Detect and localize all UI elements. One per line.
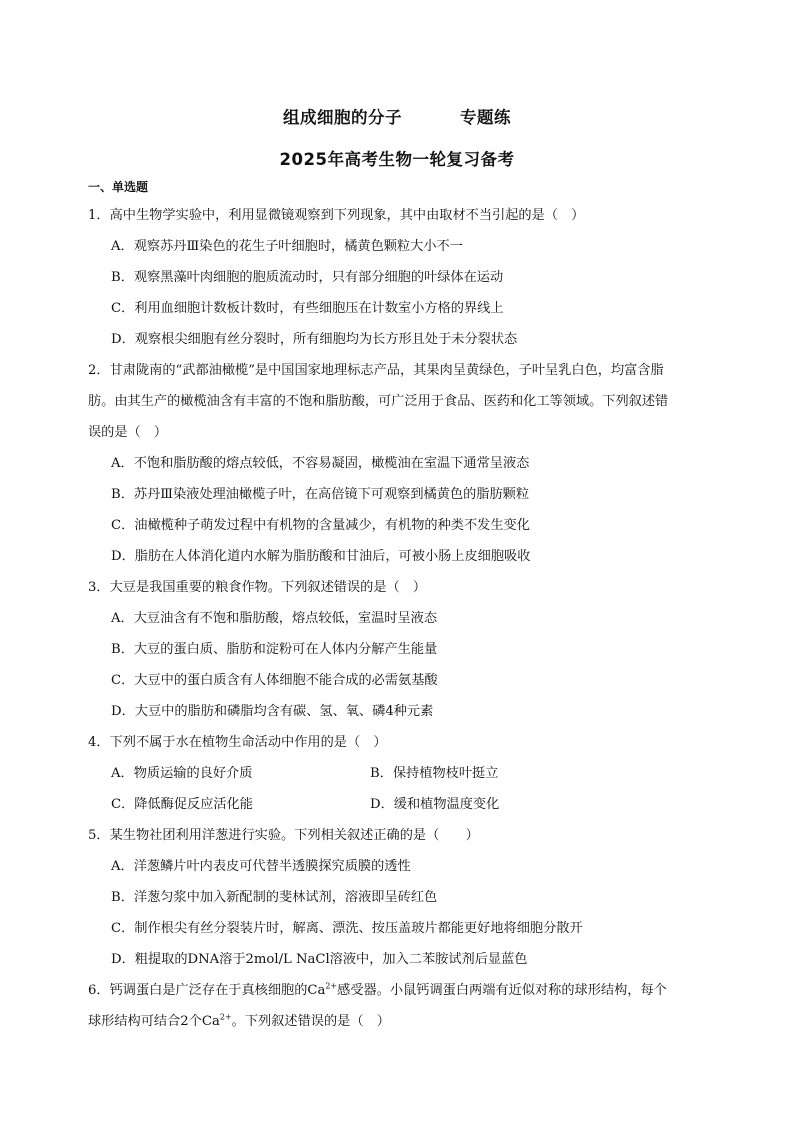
question-6-ion-charge-2: 2+	[219, 1012, 232, 1022]
question-1-option-b: B．观察黑藻叶肉细胞的胞质流动时，只有部分细胞的叶绿体在运动	[111, 270, 504, 285]
question-6-ion-charge-1: 2+	[325, 981, 338, 991]
document-title	[0, 104, 794, 128]
question-1-option-d: D．观察根尖细胞有丝分裂时，所有细胞均为长方形且处于未分裂状态	[111, 332, 518, 347]
document-subtitle: 2025年高考生物一轮复习备考	[279, 150, 515, 169]
question-5-option-c: C．制作根尖有丝分裂装片时，解离、漂洗、按压盖玻片都能更好地将细胞分散开	[111, 921, 583, 936]
question-5-option-b: B．洋葱匀浆中加入新配制的斐林试剂，溶液即呈砖红色	[111, 890, 438, 905]
question-3-option-c: C．大豆中的蛋白质含有人体细胞不能合成的必需氨基酸	[111, 673, 438, 688]
question-5-stem: 5．某生物社团利用洋葱进行实验。下列相关叙述正确的是（ ）	[88, 828, 479, 843]
question-3-option-d: D．大豆中的脂肪和磷脂均含有碳、氢、氧、磷4种元素	[111, 704, 434, 719]
question-5-option-d: D．粗提取的DNA溶于2mol/L NaCl溶液中，加入二苯胺试剂后显蓝色	[111, 952, 528, 967]
section-heading: 一、单选题	[88, 180, 149, 194]
question-6-text-d: 。下列叙述错误的是（ ）	[231, 1014, 390, 1029]
question-4-option-a: A．物质运输的良好介质	[111, 766, 253, 781]
question-4-stem: 4．下列不属于水在植物生命活动中作用的是（ ）	[88, 735, 387, 750]
question-1-option-c: C．利用血细胞计数板计数时，有些细胞压在计数室小方格的界线上	[111, 301, 504, 316]
question-3-option-b: B．大豆的蛋白质、脂肪和淀粉可在人体内分解产生能量	[111, 642, 438, 657]
question-4-option-b: B．保持植物枝叶挺立	[370, 766, 499, 781]
question-3-option-a: A．大豆油含有不饱和脂肪酸，熔点较低，室温时呈液态	[111, 611, 438, 626]
question-2-stem-line-1: 2．甘肃陇南的“武都油橄榄”是中国国家地理标志产品，其果肉呈黄绿色，子叶呈乳白色，均富含脂	[88, 363, 664, 378]
question-1-stem: 1．高中生物学实验中，利用显微镜观察到下列现象，其中由取材不当引起的是（ ）	[88, 208, 585, 223]
question-6-text-b: 感受器。小鼠钙调蛋白两端有近似对称的球形结构，每个	[337, 983, 667, 998]
question-4-option-c: C．降低酶促反应活化能	[111, 797, 253, 812]
title-type: 专题练	[460, 108, 511, 127]
question-2-option-c: C．油橄榄种子萌发过程中有机物的含量减少，有机物的种类不发生变化	[111, 518, 530, 533]
question-2-option-a: A．不饱和脂肪酸的熔点较低，不容易凝固，橄榄油在室温下通常呈液态	[111, 456, 530, 471]
title-topic: 组成细胞的分子	[283, 108, 402, 127]
question-2-stem-line-3: 误的是（ ）	[88, 425, 168, 440]
question-6-stem-line-1	[88, 979, 708, 998]
question-5-option-a: A．洋葱鳞片叶内表皮可代替半透膜探究质膜的透性	[111, 859, 411, 874]
question-2-stem-line-2: 肪。由其生产的橄榄油含有丰富的不饱和脂肪酸，可广泛用于食品、医药和化工等领域。下列叙述错	[88, 394, 669, 409]
question-6-text-a: 6．钙调蛋白是广泛存在于真核细胞的Ca	[88, 983, 326, 998]
question-6-text-c: 球形结构可结合2个Ca	[88, 1014, 220, 1029]
question-3-stem: 3．大豆是我国重要的粮食作物。下列叙述错误的是（ ）	[88, 580, 427, 595]
question-2-option-b: B．苏丹Ⅲ染液处理油橄榄子叶，在高倍镜下可观察到橘黄色的脂肪颗粒	[111, 487, 530, 502]
question-6-stem-line-2	[88, 1010, 708, 1029]
question-2-option-d: D．脂肪在人体消化道内水解为脂肪酸和甘油后，可被小肠上皮细胞吸收	[111, 549, 531, 564]
question-4-option-d: D．缓和植物温度变化	[370, 797, 500, 812]
question-1-option-a: A．观察苏丹Ⅲ染色的花生子叶细胞时，橘黄色颗粒大小不一	[111, 239, 463, 254]
